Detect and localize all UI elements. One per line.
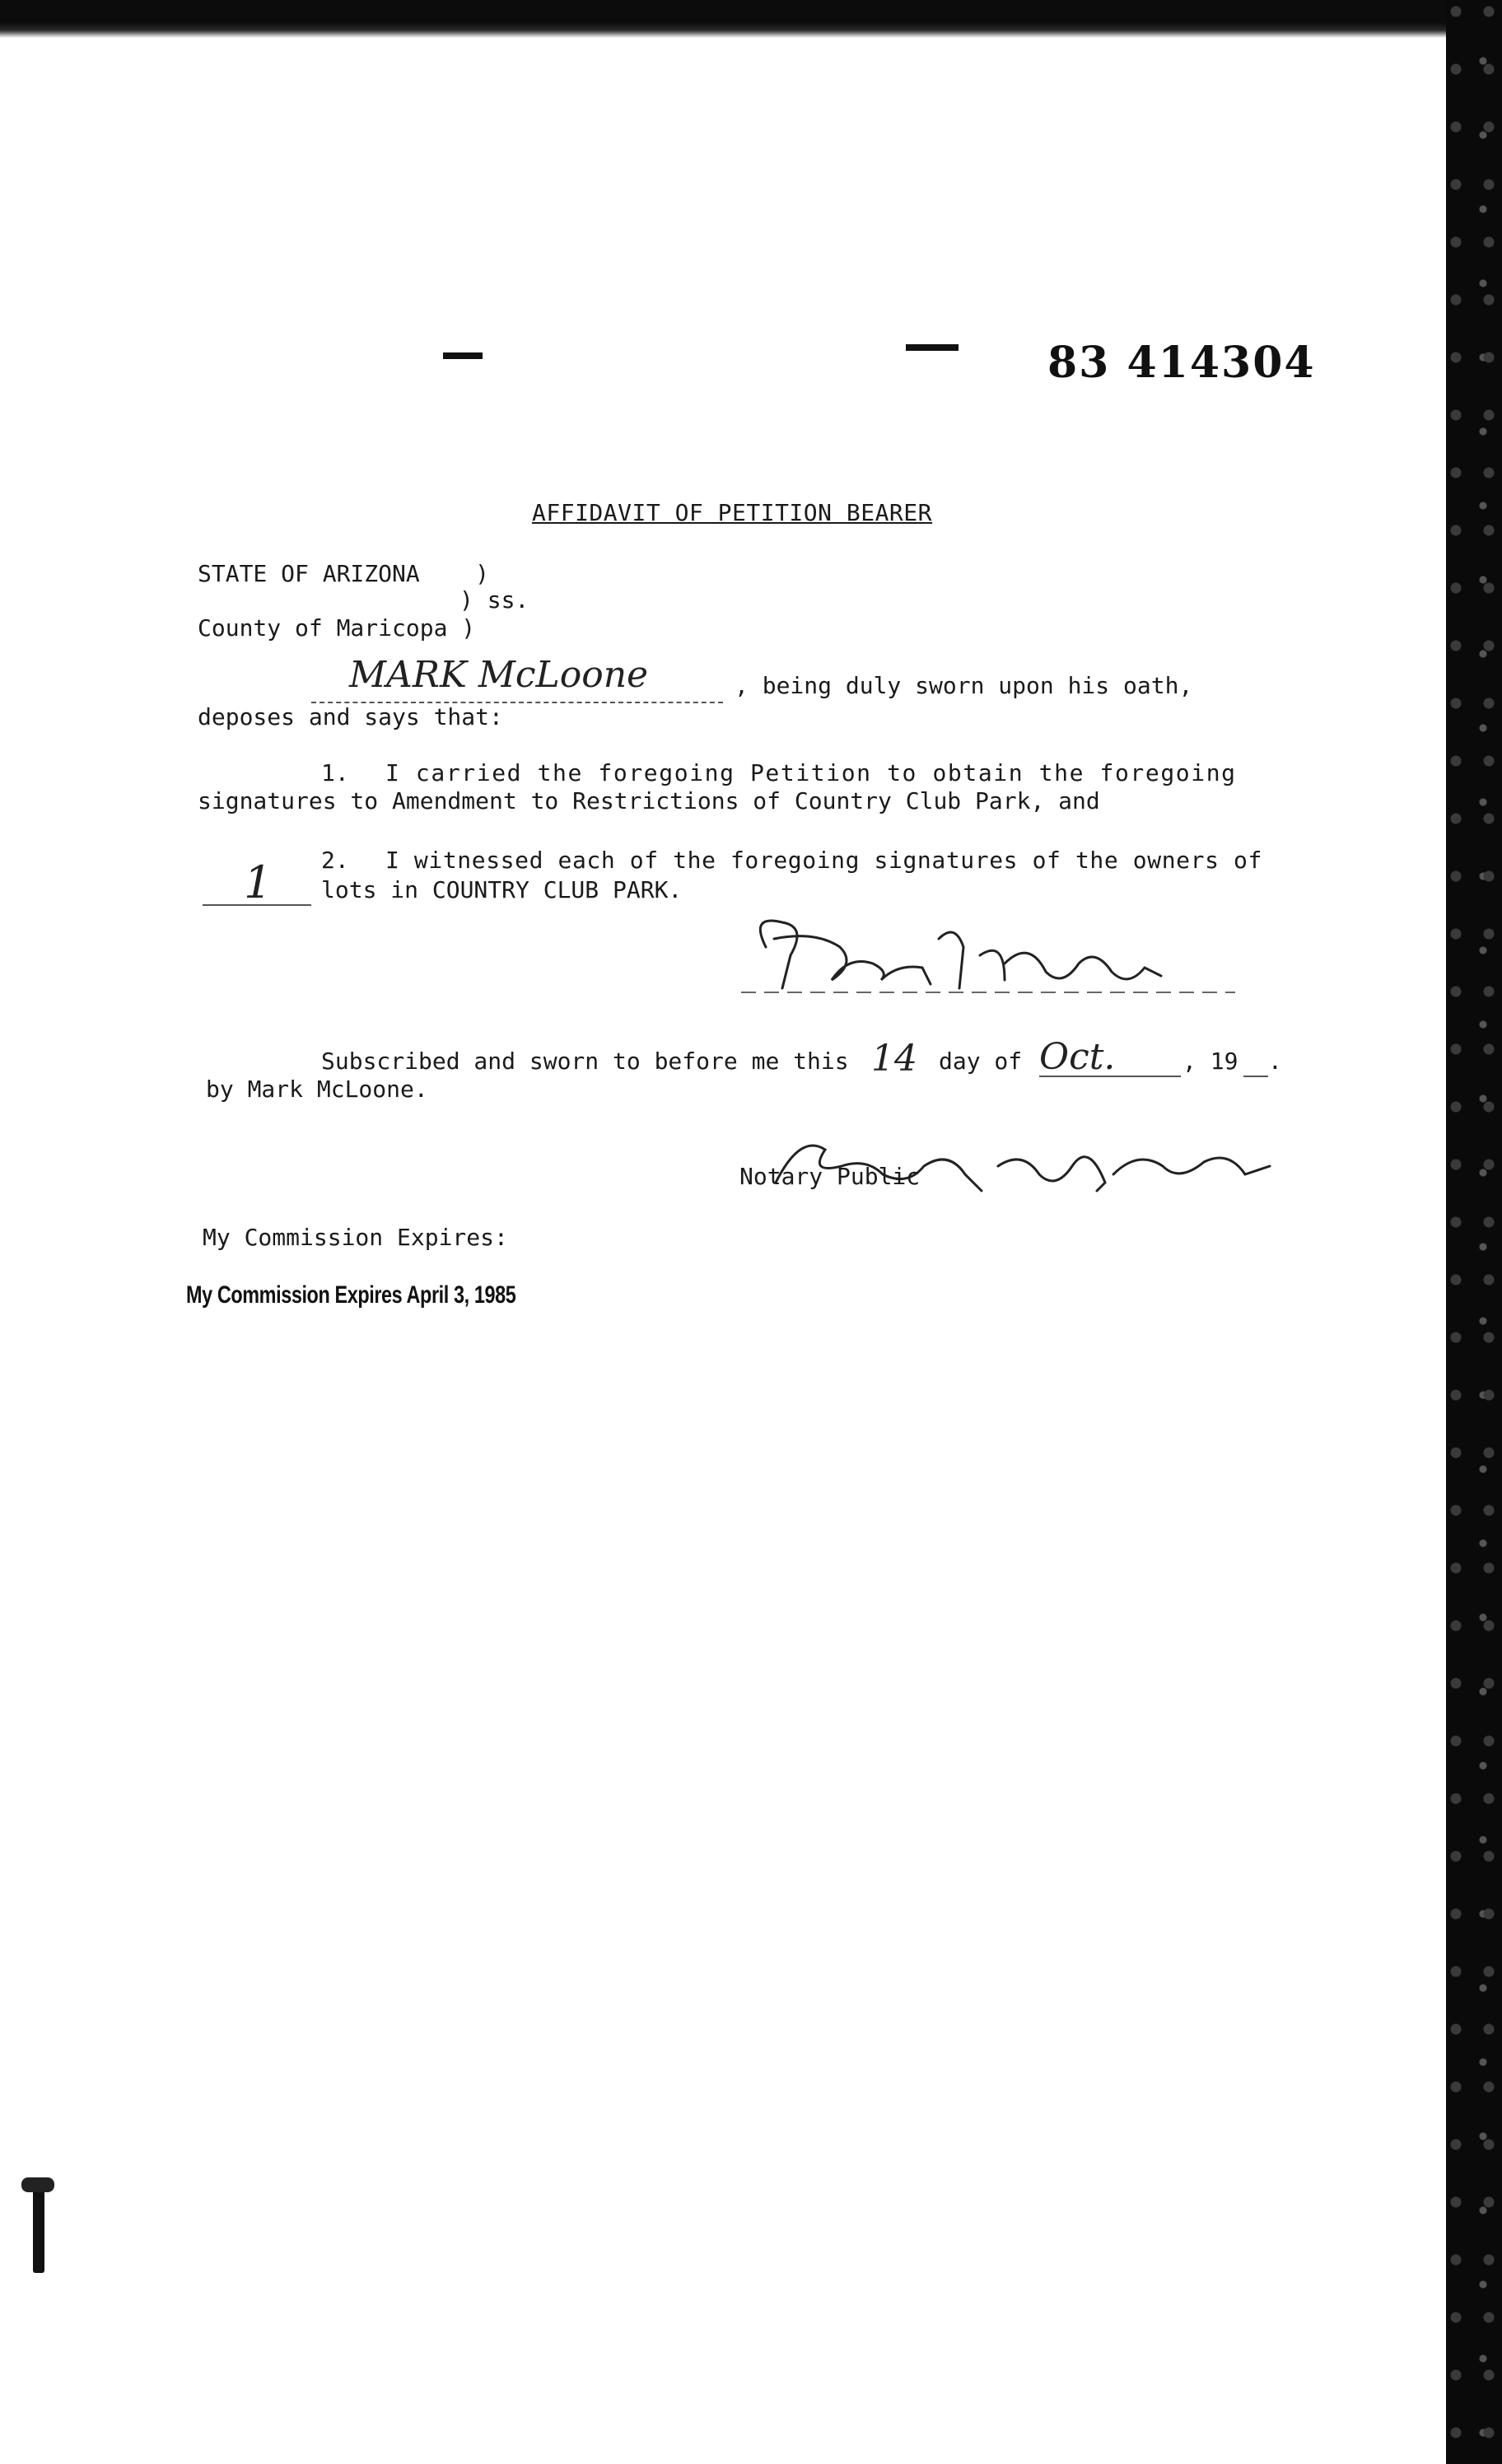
item-2-line1: I witnessed each of the foregoing signatures of the owners of — [385, 847, 1262, 874]
jurat-month-handwritten: Oct. — [1039, 1036, 1116, 1078]
jurat-text: Subscribed and sworn to before me this — [321, 1048, 849, 1075]
venue-county: County of Maricopa ) — [198, 614, 476, 642]
jurat-year-suffix: . — [1268, 1048, 1282, 1075]
oath-text: , being duly sworn upon his oath, — [735, 672, 1193, 699]
venue-ss: ) ss. — [459, 586, 529, 614]
item-2-number: 2. — [321, 847, 349, 874]
jurat-day-handwritten: 14 — [871, 1038, 917, 1080]
petition-bearer-signature — [733, 889, 1243, 1021]
item-1-line1: I carried the foregoing Petition to obtain the foregoing — [385, 759, 1237, 786]
commission-expiration-stamp: My Commission Expires April 3, 1985 — [186, 1281, 516, 1309]
item-1-number: 1. — [321, 759, 349, 786]
jurat-by-line: by Mark McLoone. — [206, 1076, 428, 1103]
jurat-day-of: day of — [939, 1048, 1023, 1075]
commission-expires-label: My Commission Expires: — [203, 1224, 508, 1251]
deponent-name-handwritten: MARK McLoone — [349, 654, 649, 696]
jurat-year: , 19 — [1182, 1048, 1238, 1075]
scan-border-top — [0, 0, 1502, 38]
item-1-line2: signatures to Amendment to Restrictions of Country Club Park, and — [198, 787, 1100, 814]
notary-public-label: Notary Public — [739, 1163, 921, 1190]
lot-count-handwritten: 1 — [244, 856, 273, 908]
venue-state: STATE OF ARIZONA ) — [198, 560, 490, 587]
document-title: AFFIDAVIT OF PETITION BEARER — [532, 499, 933, 526]
jurat-year-blank — [1243, 1076, 1268, 1077]
deposes-text: deposes and says that: — [198, 703, 503, 730]
recording-number: 83 414304 — [1047, 338, 1316, 388]
item-2-line2: lots in COUNTRY CLUB PARK. — [321, 876, 683, 903]
binder-mark — [0, 2158, 58, 2289]
scan-border-right — [1446, 0, 1502, 2464]
stamp-mark-left — [443, 352, 483, 359]
stamp-mark-right — [906, 344, 959, 351]
